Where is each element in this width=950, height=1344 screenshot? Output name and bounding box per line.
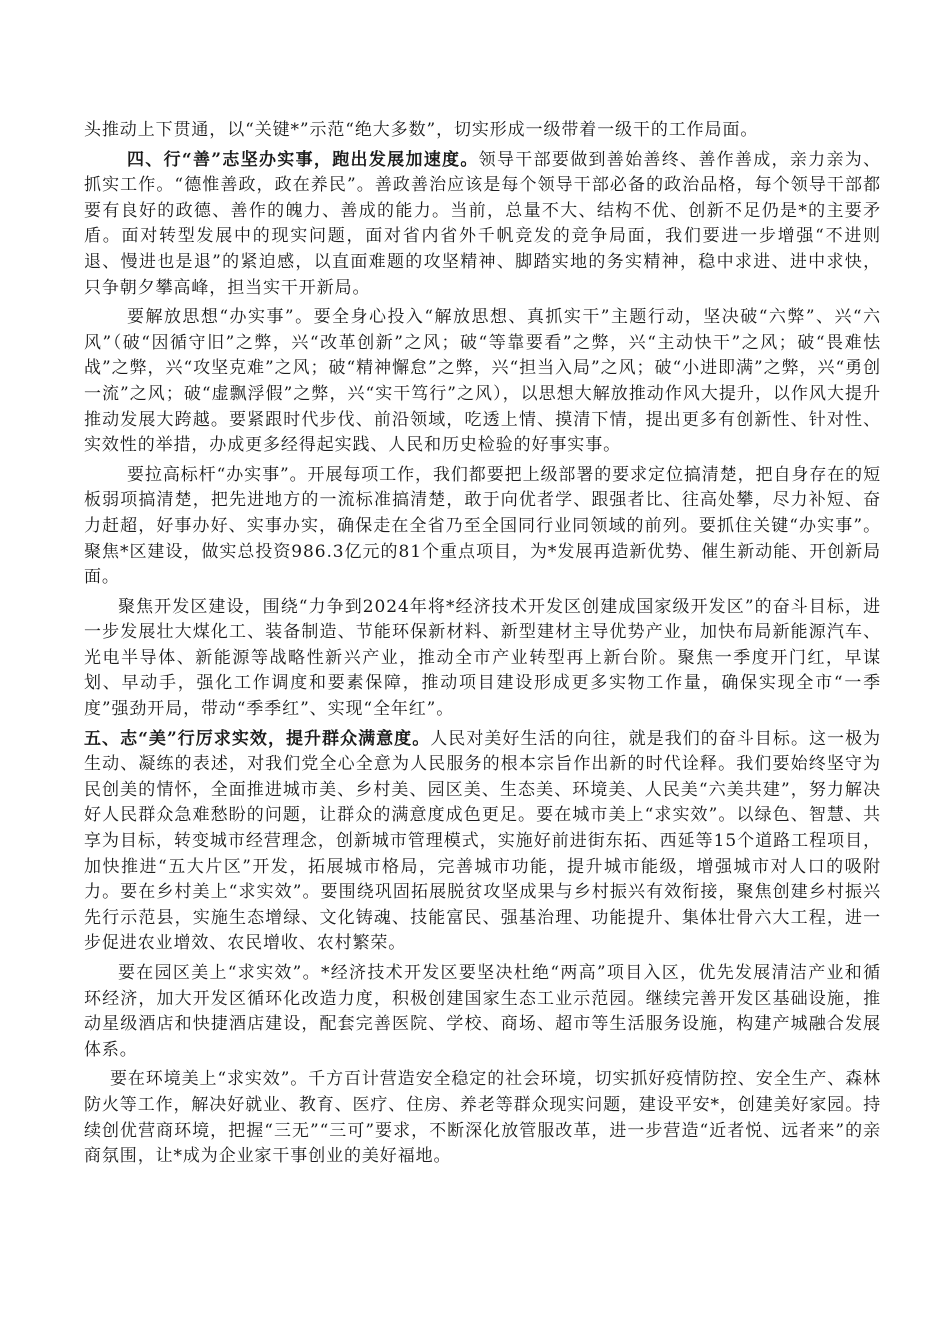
paragraph-3 (84, 305, 881, 459)
paragraph-text: 要在园区美上“求实效”。*经济技术开发区要坚决杜绝“两高”项目入区，优先发展清洁产业和循环经济，加大开发区循环化改造力度，积极创建国家生态工业示范园。继续完善开发区基础设施，推动星级酒店和快捷酒店建设，配套完善医院、学校、商场、超市等生活服务设施，构建产城融合发展体系。 (84, 963, 881, 1060)
paragraph-1 (84, 118, 881, 144)
paragraph-7 (84, 961, 881, 1063)
paragraph-text: 聚焦开发区建设，围绕“力争到2024年将*经济技术开发区创建成国家级开发区”的奋斗目标，进一步发展壮大煤化工、装备制造、节能环保新材料、新型建材主导优势产业，加快布局新能源汽车、光电半导体、新能源等战略性新兴产业，推动全市产业转型再上新台阶。聚焦一季度开门红，早谋划、早动手，强化工作调度和要素保障，推动项目建设形成更多实物工作量，确保实现全市“一季度”强劲开局，带动“季季红”、实现“全年红”。 (84, 596, 881, 720)
section-heading: 五、志“美”行厉求实效，提升群众满意度。 (84, 728, 431, 749)
section-heading: 四、行“善”志坚办实事，跑出发展加速度。 (127, 149, 479, 170)
paragraph-text: 人民对美好生活的向往，就是我们的奋斗目标。这一极为生动、凝练的表述，对我们党全心全意为人民服务的根本宗旨作出新的时代诠释。我们要始终坚守为民创美的情怀，全面推进城市美、乡村美、园区美、生态美、环境美、人民美“六美共建”，努力解决好人民群众急难愁盼的问题，让群众的满意度成色更足。要在城市美上“求实效”。以绿色、智慧、共享为目标，转变城市经营理念，创新城市管理模式，实施好前进街东拓、西延等15个道路工程项目，加快推进“五大片区”开发，拓展城市格局，完善城市功能，提升城市能级，增强城市对人口的吸附力。要在乡村美上“求实效”。要围绕巩固拓展脱贫攻坚成果与乡村振兴有效衔接，聚焦创建乡村振兴先行示范县，实施生态增绿、文化铸魂、技能富民、强基治理、功能提升、集体壮骨六大工程，进一步促进农业增效、农民增收、农村繁荣。 (84, 728, 882, 954)
document-page (84, 118, 881, 1174)
paragraph-text: 要在环境美上“求实效”。千方百计营造安全稳定的社会环境，切实抓好疫情防控、安全生产、森林防火等工作，解决好就业、教育、医疗、住房、养老等群众现实问题，建设平安*，创建美好家园。持续创优营商环境，把握“三无”“三可”要求，不断深化放管服改革，进一步营造“近者悦、远者来”的亲商氛围，让*成为企业家干事创业的美好福地。 (84, 1069, 881, 1167)
paragraph-8 (84, 1067, 881, 1169)
paragraph-section-4 (84, 148, 881, 302)
paragraph-text: 头推动上下贯通，以“关键*”示范“绝大多数”，切实形成一级带着一级干的工作局面。 (84, 120, 759, 140)
paragraph-text: 要解放思想“办实事”。要全身心投入“解放思想、真抓实干”主题行动，坚决破“六弊”、兴“六风”（破“因循守旧”之弊，兴“改革创新”之风；破“等靠要看”之弊，兴“主动快干”之风；破“畏难怯战”之弊，兴“攻坚克难”之风；破“精神懈怠”之弊，兴“担当入局”之风；破“小进即满”之弊，兴“勇创一流”之风；破“虚飘浮假”之弊，兴“实干笃行”之风），以思想大解放推动作风大提升，以作风大提升推动发展大跨越。要紧跟时代步伐、前沿领域，吃透上情、摸清下情，提出更多有创新性、针对性、实效性的举措，办成更多经得起实践、人民和历史检验的好事实事。 (84, 307, 881, 456)
paragraph-text: 领导干部要做到善始善终、善作善成，亲力亲为、抓实工作。“德惟善政，政在养民”。善政善治应该是每个领导干部必备的政治品格，每个领导干部都要有良好的政德、善作的魄力、善成的能力。当前，总量不大、结构不优、创新不足仍是*的主要矛盾。面对转型发展中的现实问题，面对省内省外千帆竞发的竞争局面，我们要进一步增强“不进则退、慢进也是退”的紧迫感，以直面难题的攻坚精神、脚踏实地的务实精神，稳中求进、进中求快，只争朝夕攀高峰，担当实干开新局。 (84, 149, 881, 298)
paragraph-5 (84, 595, 881, 723)
paragraph-text: 要拉高标杆“办实事”。开展每项工作，我们都要把上级部署的要求定位搞清楚，把自身存在的短板弱项搞清楚，把先进地方的一流标准搞清楚，敢于向优者学、跟强者比、往高处攀，尽力补短、奋力赶超，好事办好、实事办实，确保走在全省乃至全国同行业同领域的前列。要抓住关键“办实事”。聚焦*区建设，做实总投资986.3亿元的81个重点项目，为*发展再造新优势、催生新动能、开创新局面。 (84, 464, 881, 588)
paragraph-section-5 (84, 727, 881, 957)
paragraph-4 (84, 463, 881, 591)
